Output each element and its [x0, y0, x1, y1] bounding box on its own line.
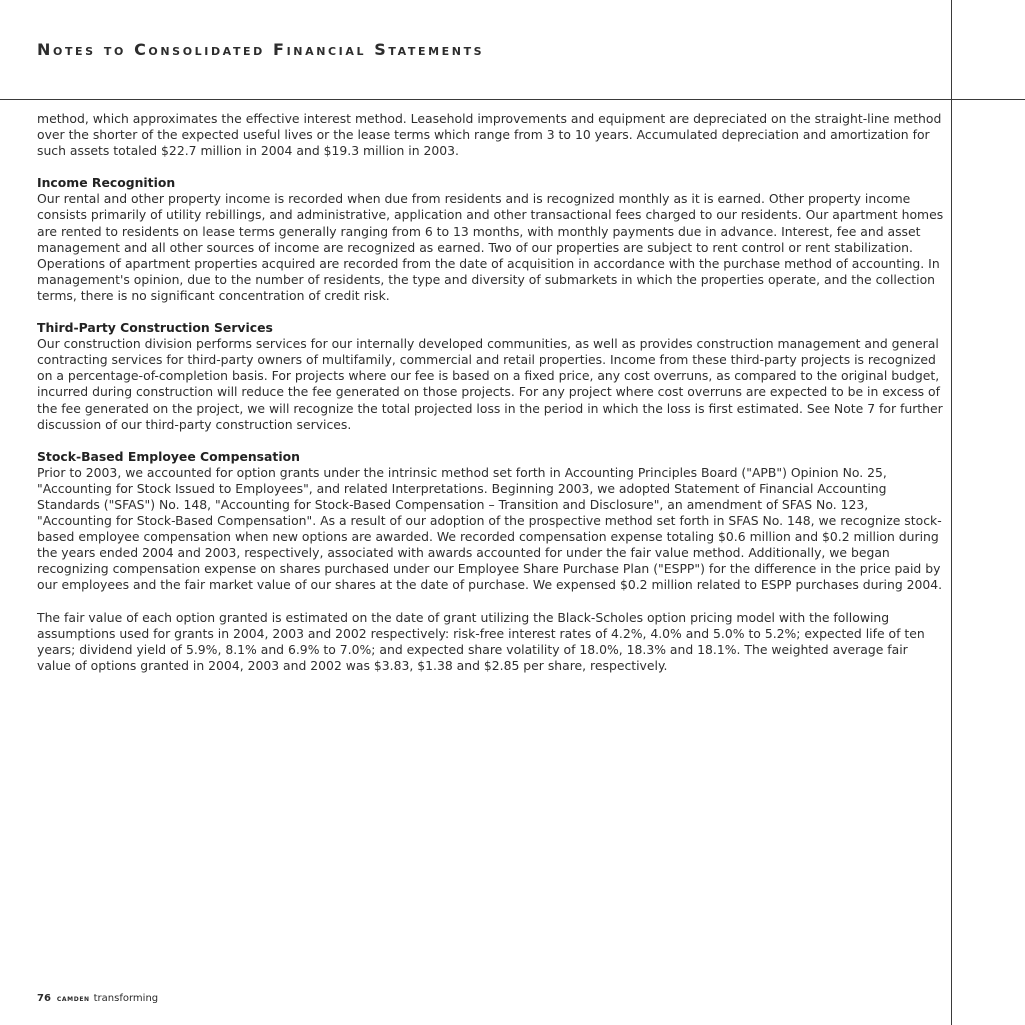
- section-body: Prior to 2003, we accounted for option grants under the intrinsic method set forth in Accounting Principles Board ("APB") Opinion No. 25, "Accounting for Stock Issued to Employees", and related Interpretations. Beginning 2003, we adopted Statement of Financial Accounting Standards ("SFAS") No. 148, "Accounting for Stock-Based Compensation – Transition and Disclosure", an amendment of SFAS No. 123, "Accounting for Stock-Based Compensation". As a result of our adoption of the prospective method set forth in SFAS No. 148, we recognize stock-based employee compensation when new options are awarded. We recorded compensation expense totaling $0.6 million and $0.2 million during the years ended 2004 and 2003, respectively, associated with awards accounted for under the fair value method. Additionally, we began recognizing compensation expense on shares purchased under our Employee Share Purchase Plan ("ESPP") for the difference in the price paid by our employees and the fair market value of our shares at the date of purchase. We expensed $0.2 million related to ESPP purchases during 2004.: [37, 464, 943, 593]
- section-heading: Income Recognition: [37, 175, 176, 191]
- page-number: 76: [37, 993, 51, 1004]
- section-heading: Third-Party Construction Services: [37, 320, 273, 336]
- intro-paragraph: method, which approximates the effective interest method. Leasehold improvements and equipment are depreciated on the straight-line method over the shorter of the expected useful lives or the lease terms which range from 3 to 10 years. Accumulated depreciation and amortization for such assets totaled $22.7 million in 2004 and $19.3 million in 2003.: [37, 111, 942, 159]
- document-body: [37, 111, 945, 674]
- section-third-party-construction: [37, 320, 945, 433]
- margin-divider: [951, 0, 952, 1025]
- section-income-recognition: [37, 175, 945, 304]
- section-body: Our construction division performs services for our internally developed communities, as well as provides construction management and general contracting services for third-party owners of multifamily, commercial and retail properties. Income from these third-party projects is recognized on a percentage-of-completion basis. For projects where our fee is based on a fixed price, any cost overruns, as compared to the original budget, incurred during construction will reduce the fee generated on those projects. For any project where cost overruns are expected to be in excess of the fee generated on the project, we will recognize the total projected loss in the period in which the loss is first estimated. See Note 7 for further discussion of our third-party construction services.: [37, 336, 943, 432]
- closing-paragraph: The fair value of each option granted is estimated on the date of grant utilizing the Black-Scholes option pricing model with the following assumptions used for grants in 2004, 2003 and 2002 respectively: risk-free interest rates of 4.2%, 4.0% and 5.0% to 5.2%; expected life of ten years; dividend yield of 5.9%, 8.1% and 6.9% to 7.0%; and expected share volatility of 18.0%, 18.3% and 18.1%. The weighted average fair value of options granted in 2004, 2003 and 2002 was $3.83, $1.38 and $2.85 per share, respectively.: [37, 609, 925, 673]
- page-footer: [37, 993, 158, 1004]
- header-divider: [0, 99, 1025, 100]
- section-body: Our rental and other property income is recorded when due from residents and is recognized monthly as it is earned. Other property income consists primarily of utility rebillings, and administrative, application and other transactional fees charged to our residents. Our apartment homes are rented to residents on lease terms generally ranging from 6 to 13 months, with monthly payments due in advance. Interest, fee and asset management and all other sources of income are recognized as earned. Two of our properties are subject to rent control or rent stabilization. Operations of apartment properties acquired are recorded from the date of acquisition in accordance with the purchase method of accounting. In management's opinion, due to the number of residents, the type and diversity of submarkets in which the properties operate, and the collection terms, there is no significant concentration of credit risk.: [37, 191, 944, 303]
- brand-tagline: transforming: [93, 993, 159, 1004]
- page-title: Notes to Consolidated Financial Statements: [37, 40, 485, 59]
- section-heading: Stock-Based Employee Compensation: [37, 448, 300, 464]
- brand-name: camden: [56, 994, 90, 1004]
- section-fair-value: [37, 610, 945, 674]
- section-stock-based-compensation: [37, 449, 945, 594]
